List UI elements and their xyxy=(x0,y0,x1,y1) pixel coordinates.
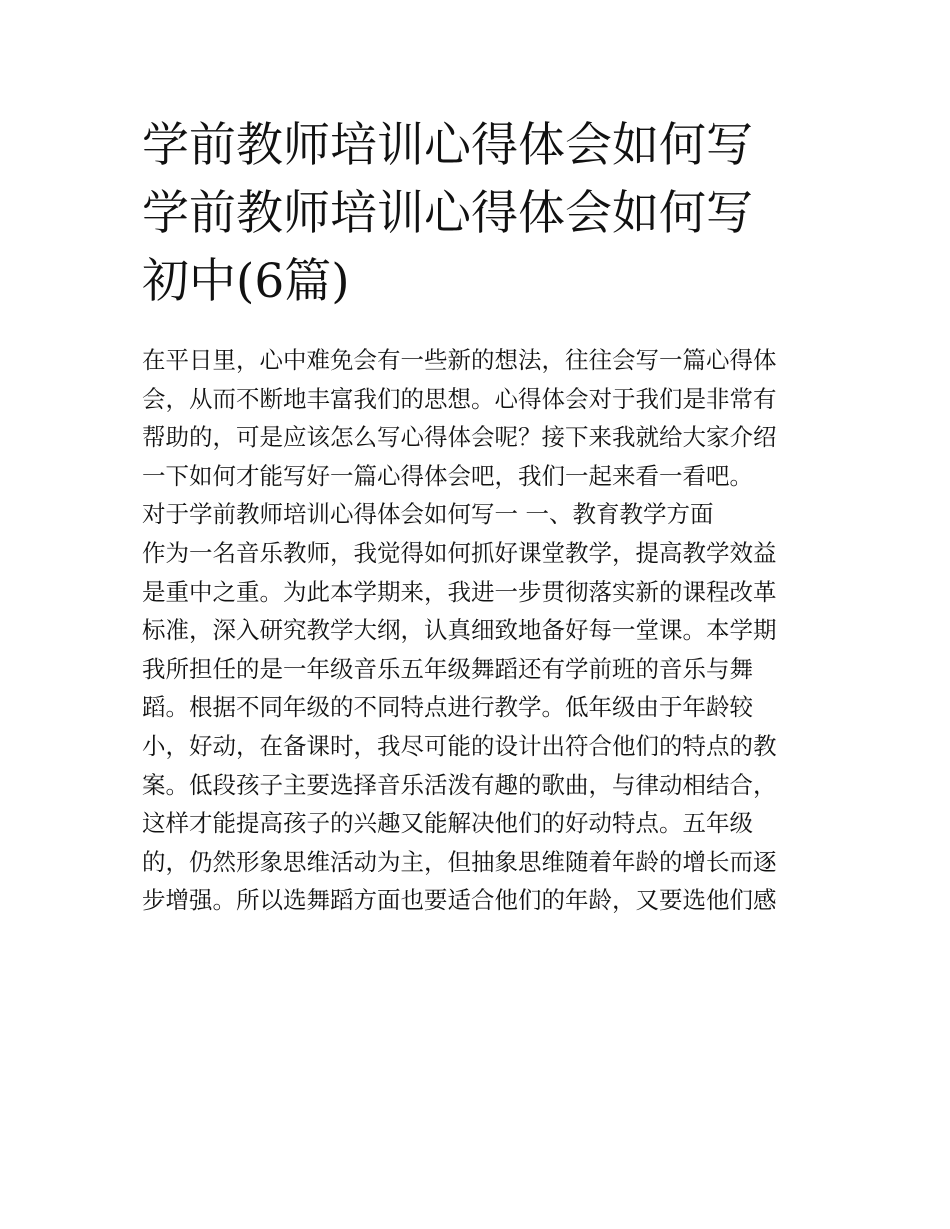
title-line: 学前教师培训心得体会如何写 xyxy=(142,186,753,241)
document-title xyxy=(142,112,814,316)
text-line: 我所担任的是一年级音乐五年级舞蹈还有学前班的音乐与舞 xyxy=(142,654,753,683)
text-line: 帮助的，可是应该怎么写心得体会呢？接下来我就给大家介绍 xyxy=(142,423,777,452)
text-line: 案。低段孩子主要选择音乐活泼有趣的歌曲，与律动相结合， xyxy=(142,770,777,799)
text-line: 一下如何才能写好一篇心得体会吧，我们一起来看一看吧。 xyxy=(142,461,753,490)
text-line: 标准，深入研究教学大纲，认真细致地备好每一堂课。本学期 xyxy=(142,616,777,645)
text-line: 的，仍然形象思维活动为主，但抽象思维随着年龄的增长而逐 xyxy=(142,847,777,876)
body-paragraph xyxy=(142,534,814,920)
text-line: 对于学前教师培训心得体会如何写一 一、教育教学方面 xyxy=(142,500,714,529)
text-line: 小，好动，在备课时，我尽可能的设计出符合他们的特点的教 xyxy=(142,731,777,760)
document-body xyxy=(142,112,814,920)
section-heading xyxy=(142,495,814,534)
intro-paragraph xyxy=(142,341,814,495)
text-line: 会，从而不断地丰富我们的思想。心得体会对于我们是非常有 xyxy=(142,384,777,413)
text-line: 蹈。根据不同年级的不同特点进行教学。低年级由于年龄较 xyxy=(142,693,753,722)
text-line: 作为一名音乐教师，我觉得如何抓好课堂教学，提高教学效益 xyxy=(142,538,777,567)
text-line: 是重中之重。为此本学期来，我进一步贯彻落实新的课程改革 xyxy=(142,577,777,606)
title-line: 学前教师培训心得体会如何写 xyxy=(142,118,753,173)
text-line: 步增强。所以选舞蹈方面也要适合他们的年龄，又要选他们感 xyxy=(142,886,777,915)
title-line: 初中(6篇) xyxy=(142,254,350,309)
text-line: 这样才能提高孩子的兴趣又能解决他们的好动特点。五年级 xyxy=(142,809,753,838)
text-line: 在平日里，心中难免会有一些新的想法，往往会写一篇心得体 xyxy=(142,346,777,374)
